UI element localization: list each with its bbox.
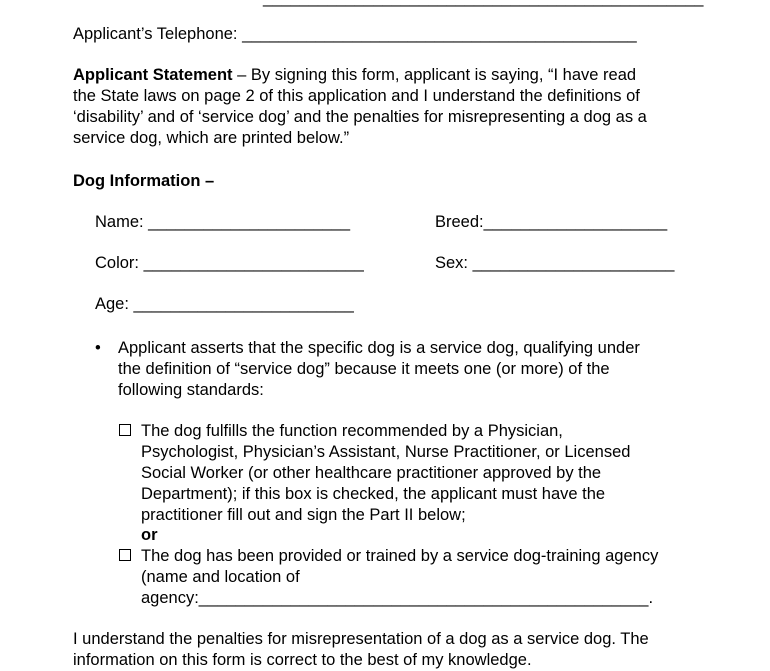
applicant-field-cut bbox=[73, 0, 703, 9]
statement-line-1: – By signing this form, applicant is saying, “I have read bbox=[232, 66, 637, 84]
option-1-line: Department); if this box is checked, the applicant must have the bbox=[141, 485, 606, 503]
option-1-line: Social Worker (or other healthcare practitioner approved by the bbox=[141, 464, 602, 482]
penalty-acknowledgement bbox=[73, 629, 713, 671]
option-1-checkbox[interactable] bbox=[119, 421, 131, 442]
statement-line-2: the State laws on page 2 of this application and I understand the definitions of bbox=[73, 87, 640, 105]
option-2-line: The dog has been provided or trained by a service dog-training agency bbox=[141, 547, 659, 565]
option-1-line: Psychologist, Physician’s Assistant, Nurse Practitioner, or Licensed bbox=[141, 443, 631, 461]
applicant-statement bbox=[73, 65, 713, 149]
option-1-line: practitioner fill out and sign the Part II below; bbox=[141, 506, 466, 524]
bullet-text bbox=[118, 338, 718, 401]
statement-line-4: service dog, which are printed below.” bbox=[73, 129, 350, 147]
or-label: or bbox=[141, 526, 158, 544]
dog-breed-field: Breed:____________________ bbox=[435, 213, 668, 231]
dog-info-heading: Dog Information – bbox=[73, 172, 215, 190]
dog-color-field: Color: ________________________ bbox=[95, 254, 364, 272]
dog-name-field: Name: ______________________ bbox=[95, 213, 351, 231]
option-2-text bbox=[141, 546, 741, 609]
bullet-line: Applicant asserts that the specific dog is a service dog, qualifying under bbox=[118, 339, 640, 357]
bullet-line: following standards: bbox=[118, 381, 264, 399]
bullet-point: • bbox=[95, 339, 101, 357]
option-2-line: (name and location of bbox=[141, 568, 300, 586]
dog-sex-field: Sex: ______________________ bbox=[435, 254, 675, 272]
ack-line: information on this form is correct to the best of my knowledge. bbox=[73, 651, 532, 669]
bullet-line: the definition of “service dog” because it meets one (or more) of the bbox=[118, 360, 610, 378]
ack-line: I understand the penalties for misrepresentation of a dog as a service dog. The bbox=[73, 630, 649, 648]
option-1-line: The dog fulfills the function recommended by a Physician, bbox=[141, 422, 563, 440]
dog-age-field: Age: ________________________ bbox=[95, 295, 354, 313]
option-1-text bbox=[141, 421, 721, 526]
applicant-field-line bbox=[263, 0, 703, 7]
option-2-line: agency:_________________________________________________. bbox=[141, 589, 654, 607]
option-2-checkbox[interactable] bbox=[119, 546, 131, 567]
statement-heading: Applicant Statement bbox=[73, 66, 233, 84]
statement-line-3: ‘disability’ and of ‘service dog’ and the penalties for misrepresenting a dog as a bbox=[73, 108, 647, 126]
telephone-field: Applicant’s Telephone: ___________________________________________ bbox=[73, 25, 637, 43]
